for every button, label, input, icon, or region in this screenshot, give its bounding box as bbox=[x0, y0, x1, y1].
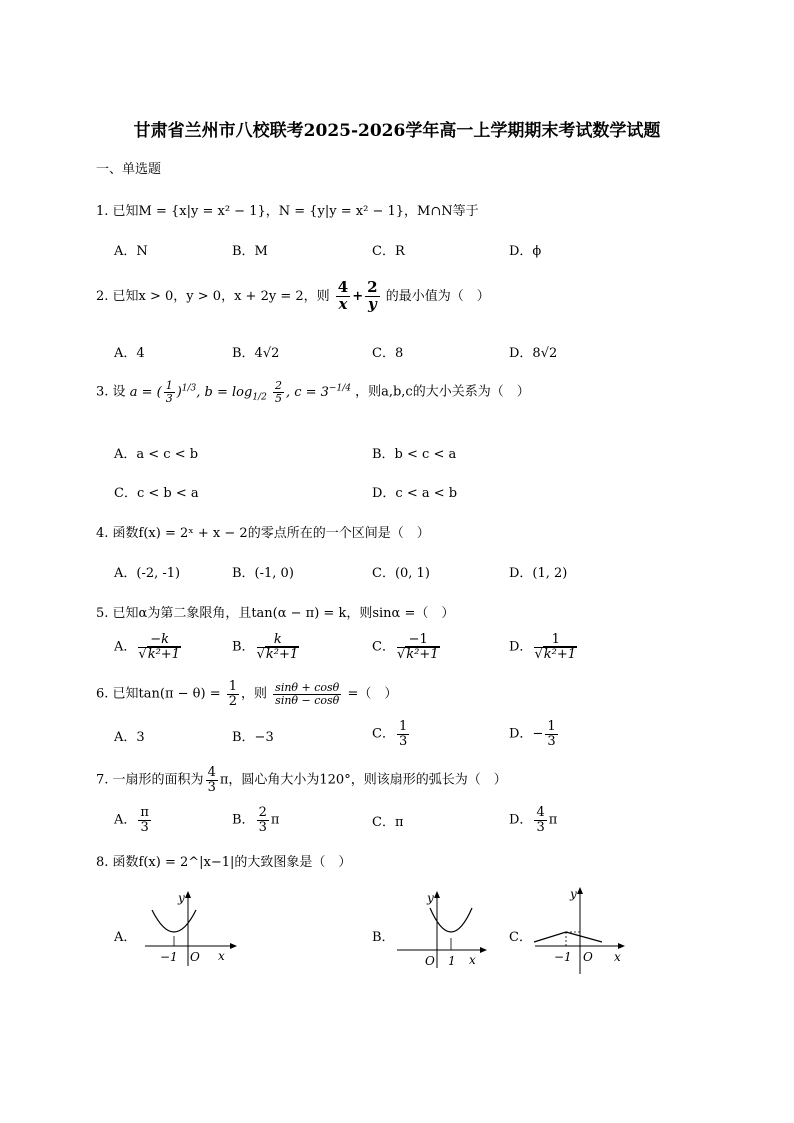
option-d: D．ϕ bbox=[509, 244, 542, 259]
option-d: D．c < a < b bbox=[372, 486, 458, 501]
option-d: D． $\frac{4}{3}$ π bbox=[509, 805, 558, 835]
option-b: B． $\frac{2}{3}$ π bbox=[232, 805, 280, 835]
question-text-mid: ，则 bbox=[241, 686, 268, 702]
question-4 bbox=[96, 522, 430, 541]
option-a: A．4 bbox=[114, 346, 145, 361]
question-5 bbox=[96, 602, 454, 621]
question-number: 3. bbox=[96, 384, 109, 400]
question-number: 1. bbox=[96, 204, 109, 219]
option-c: C． $\frac{-1}{\text{√k²+1}}$ bbox=[372, 632, 439, 662]
graph-option-c bbox=[530, 884, 630, 978]
question-3 bbox=[96, 380, 530, 404]
question-number: 7. bbox=[96, 772, 109, 788]
question-number: 5. bbox=[96, 606, 109, 621]
y-axis-label: y bbox=[570, 887, 577, 901]
fraction-2-over-y: $\frac{2}{y}$ bbox=[367, 278, 378, 313]
option-a: A． bbox=[114, 930, 137, 945]
question-number: 6. bbox=[96, 686, 109, 702]
option-c: C．(0, 1) bbox=[372, 566, 430, 581]
tick-label-neg1: −1 bbox=[160, 950, 178, 964]
question-text: 函数f(x) = 2ˣ + x − 2的零点所在的一个区间是（ ） bbox=[112, 526, 430, 541]
fraction-4-over-3: $\frac{4}{3}$ bbox=[207, 765, 216, 795]
question-text-post: ，则a,b,c的大小关系为（ ） bbox=[355, 384, 530, 400]
option-b: B． bbox=[372, 930, 395, 945]
option-b: B． $\frac{k}{\text{√k²+1}}$ bbox=[232, 632, 299, 662]
option-d: D． $\frac{1}{\text{√k²+1}}$ bbox=[509, 632, 576, 662]
question-text-pre: 已知tan(π − θ) = bbox=[112, 686, 221, 702]
question-6 bbox=[96, 680, 397, 708]
option-b: B．b < c < a bbox=[372, 447, 457, 462]
option-d: D．(1, 2) bbox=[509, 566, 568, 581]
option-c: C． bbox=[509, 930, 532, 945]
question-text-pre: 已知x > 0，y > 0，x + 2y = 2，则 bbox=[112, 288, 330, 304]
section-heading: 一、单选题 bbox=[96, 162, 162, 177]
origin-label: O bbox=[190, 950, 200, 964]
graph-option-b bbox=[395, 888, 495, 972]
option-c: C．c < b < a bbox=[114, 486, 199, 501]
option-b: B．−3 bbox=[232, 730, 274, 745]
option-c: C．π bbox=[372, 815, 404, 830]
question-text: 已知α为第二象限角，且tan(α − π) = k，则sinα =（ ） bbox=[112, 606, 455, 621]
tick-label-one: 1 bbox=[448, 954, 456, 968]
x-axis-label: x bbox=[218, 949, 225, 963]
option-a: A．(-2, -1) bbox=[114, 566, 181, 581]
origin-label: O bbox=[583, 950, 593, 964]
origin-label: O bbox=[425, 954, 435, 968]
tick-label-neg1: −1 bbox=[554, 950, 572, 964]
fraction-4-over-x: $\frac{4}{x}$ bbox=[337, 278, 349, 313]
y-axis-label: y bbox=[178, 891, 185, 905]
fraction-1-over-2: $\frac{1}{2}$ bbox=[228, 679, 238, 709]
option-d: D．8√2 bbox=[509, 346, 558, 361]
question-text: 已知M = {x|y = x² − 1}，N = {y|y = x² − 1}，M∩N等于 bbox=[112, 204, 479, 219]
option-b: B．(-1, 0) bbox=[232, 566, 294, 581]
option-b: B．M bbox=[232, 244, 268, 259]
option-a: A．a < c < b bbox=[114, 447, 199, 462]
x-axis-label: x bbox=[614, 950, 621, 964]
option-c: C． $\frac{1}{3}$ bbox=[372, 719, 408, 749]
question-number: 4. bbox=[96, 526, 109, 541]
option-d: D．− $\frac{1}{3}$ bbox=[509, 719, 556, 749]
x-axis-label: x bbox=[469, 953, 476, 967]
option-a: A． $\frac{\pi}{3}$ bbox=[114, 805, 149, 835]
page-title: 甘肃省兰州市八校联考2025-2026学年高一上学期期末考试数学试题 bbox=[133, 121, 661, 141]
question-text: 函数f(x) = 2^|x−1|的大致图象是（ ） bbox=[112, 855, 352, 870]
question-text-post: =（ ） bbox=[347, 686, 398, 702]
option-a: A．3 bbox=[114, 730, 145, 745]
question-7: 7. 一扇形的面积为 $\frac{4}{3}$ π，圆心角大小为120°，则该扇形的弧长为（ ） bbox=[96, 765, 507, 795]
formula-abc: a = ( $\frac{1}{3}$ )$^{1/3}$, $b = \log_{1/2}$ $\frac{2}{5}$ , $c = 3^{-1/4}$ bbox=[129, 379, 351, 405]
question-number: 8. bbox=[96, 855, 109, 870]
option-a: A．N bbox=[114, 244, 148, 259]
option-c: C．R bbox=[372, 244, 405, 259]
fraction-sin-cos: $\frac{\sin\theta + \cos\theta}{\sin\theta - \cos\theta}$ bbox=[275, 681, 340, 707]
option-b: B．4√2 bbox=[232, 346, 280, 361]
y-axis-label: y bbox=[427, 891, 434, 905]
question-1 bbox=[96, 200, 479, 219]
question-text-post: 的最小值为（ ） bbox=[385, 288, 490, 304]
option-c: C．8 bbox=[372, 346, 404, 361]
question-text-pre: 一扇形的面积为 bbox=[112, 772, 204, 788]
graph-option-a bbox=[140, 888, 240, 972]
question-text-pre: 设 bbox=[112, 384, 126, 400]
question-2: 2. 已知x > 0，y > 0，x + 2y = 2，则 $\frac{4}{x}$ + $\frac{2}{y}$ 的最小值为（ ） bbox=[96, 278, 490, 313]
option-a: A． $\frac{-k}{\text{√k²+1}}$ bbox=[114, 632, 180, 662]
question-8 bbox=[96, 851, 351, 870]
question-text-post: ，圆心角大小为120°，则该扇形的弧长为（ ） bbox=[228, 772, 507, 788]
question-number: 2. bbox=[96, 288, 109, 304]
